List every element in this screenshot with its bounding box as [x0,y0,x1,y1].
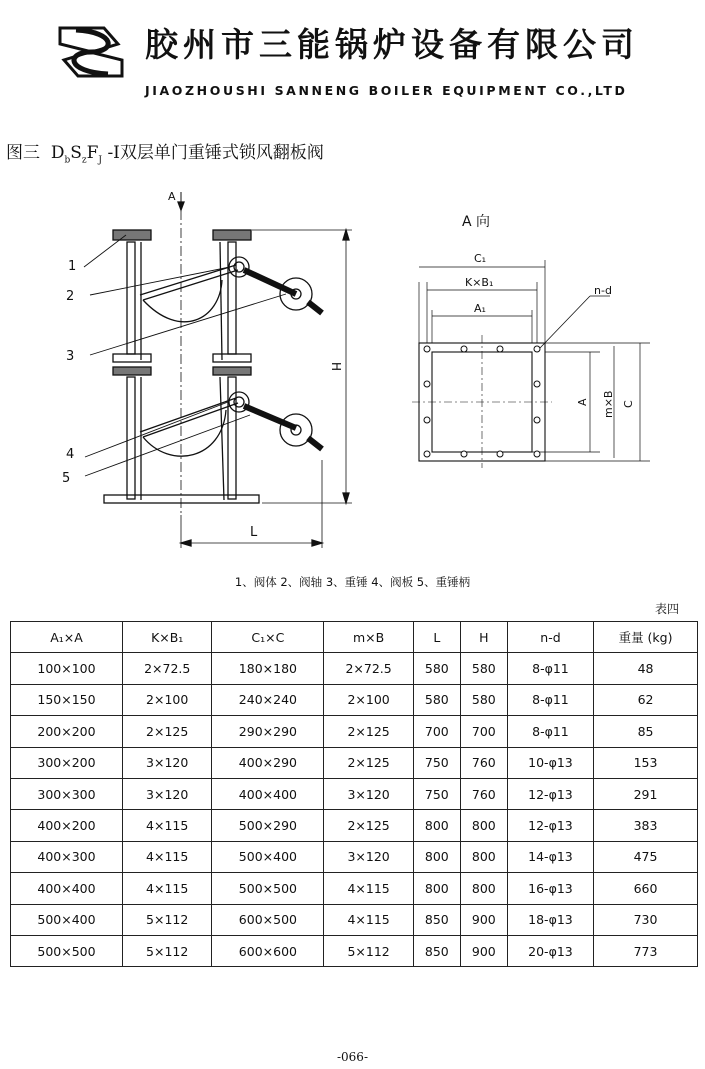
table-cell: 180×180 [212,653,324,684]
table-cell: 62 [594,684,698,715]
table-cell: 8-φ11 [507,653,593,684]
table-tag: 表四 [655,602,680,616]
table-cell: 400×200 [11,810,123,841]
callout-4: 4 [66,447,75,462]
table-cell: 4×115 [324,873,413,904]
dim-h-label: H [329,362,343,372]
header-c1xc: C₁×C [212,622,324,653]
table-cell: 291 [594,778,698,809]
table-cell: 3×120 [324,841,413,872]
table-cell: 14-φ13 [507,841,593,872]
table-cell: 580 [413,653,460,684]
callout-3: 3 [66,349,75,364]
table-cell: 2×125 [324,747,413,778]
table-row [11,904,698,935]
table-cell: 2×125 [123,716,212,747]
table-cell: 4×115 [123,810,212,841]
table-cell: 2×72.5 [123,653,212,684]
table-cell: 5×112 [123,904,212,935]
table-cell: 2×125 [324,716,413,747]
specifications-table [10,621,698,967]
dim-kb1-label: K×B₁ [465,276,494,289]
view-a-label: A 向 [462,214,491,230]
dim-c1-label: C₁ [474,252,487,265]
table-cell: 20-φ13 [507,935,593,966]
table-cell: 500×500 [11,935,123,966]
company-name-cn: 胶州市三能锅炉设备有限公司 [145,25,639,64]
table-cell: 800 [460,841,507,872]
header-mxb: m×B [324,622,413,653]
table-cell: 4×115 [324,904,413,935]
company-name-en: JIAOZHOUSHI SANNENG BOILER EQUIPMENT CO.,LTD [145,83,628,98]
table-cell: 500×400 [11,904,123,935]
table-cell: 85 [594,716,698,747]
callout-2: 2 [66,289,75,304]
table-cell: 750 [413,778,460,809]
table-cell: 400×290 [212,747,324,778]
table-row [11,716,698,747]
parts-legend: 1、阀体 2、阀轴 3、重锤 4、阀板 5、重锤柄 [234,575,471,589]
table-cell: 800 [460,810,507,841]
table-cell: 5×112 [123,935,212,966]
table-cell: 773 [594,935,698,966]
table-cell: 8-φ11 [507,684,593,715]
table-cell: 3×120 [123,778,212,809]
table-cell: 8-φ11 [507,716,593,747]
table-cell: 760 [460,778,507,809]
table-cell: 800 [413,810,460,841]
dim-mb-label: m×B [602,390,615,418]
figure-name: -Ⅰ双层单门重锤式锁风翻板阀 [107,143,324,163]
table-row [11,684,698,715]
dim-c-label: C [622,400,635,408]
table-cell: 300×200 [11,747,123,778]
table-cell: 500×400 [212,841,324,872]
table-row [11,935,698,966]
table-cell: 850 [413,904,460,935]
table-cell: 400×400 [212,778,324,809]
table-cell: 300×300 [11,778,123,809]
table-cell: 800 [413,873,460,904]
table-cell: 750 [413,747,460,778]
table-row [11,747,698,778]
table-cell: 153 [594,747,698,778]
table-cell: 900 [460,904,507,935]
table-cell: 12-φ13 [507,778,593,809]
figure-prefix: 图三 [6,143,40,163]
table-cell: 900 [460,935,507,966]
header-kxb1: K×B₁ [123,622,212,653]
dim-a-label: A [576,398,589,406]
header-h: H [460,622,507,653]
table-cell: 200×200 [11,716,123,747]
table-cell: 580 [460,684,507,715]
company-logo [46,22,136,82]
table-cell: 760 [460,747,507,778]
table-cell: 48 [594,653,698,684]
valve-technical-drawing [0,170,705,570]
page-number: -066- [336,1050,368,1064]
callout-5: 5 [62,471,71,486]
table-cell: 2×72.5 [324,653,413,684]
table-cell: 700 [460,716,507,747]
table-cell: 150×150 [11,684,123,715]
table-cell: 4×115 [123,873,212,904]
table-cell: 240×240 [212,684,324,715]
table-cell: 500×290 [212,810,324,841]
table-cell: 700 [413,716,460,747]
table-row [11,778,698,809]
dim-nd-label: n-d [594,284,612,297]
table-cell: 580 [413,684,460,715]
table-cell: 4×115 [123,841,212,872]
table-cell: 3×120 [324,778,413,809]
table-header-row [11,622,698,653]
table-cell: 475 [594,841,698,872]
table-cell: 16-φ13 [507,873,593,904]
dim-a1-label: A₁ [474,302,486,315]
table-cell: 800 [413,841,460,872]
table-cell: 5×112 [324,935,413,966]
header-l: L [413,622,460,653]
table-cell: 12-φ13 [507,810,593,841]
table-cell: 18-φ13 [507,904,593,935]
table-cell: 2×100 [324,684,413,715]
table-cell: 400×300 [11,841,123,872]
table-row [11,653,698,684]
table-cell: 600×600 [212,935,324,966]
table-cell: 400×400 [11,873,123,904]
table-cell: 2×125 [324,810,413,841]
table-cell: 600×500 [212,904,324,935]
table-row [11,810,698,841]
table-cell: 2×100 [123,684,212,715]
table-cell: 800 [460,873,507,904]
table-cell: 100×100 [11,653,123,684]
header-nd: n-d [507,622,593,653]
header-weight: 重量 (kg) [594,622,698,653]
table-cell: 10-φ13 [507,747,593,778]
figure-title [6,138,324,165]
dim-l-label: L [250,525,258,540]
table-cell: 850 [413,935,460,966]
table-cell: 3×120 [123,747,212,778]
header-a1xa: A₁×A [11,622,123,653]
table-cell: 580 [460,653,507,684]
table-cell: 730 [594,904,698,935]
table-cell: 383 [594,810,698,841]
arrow-a-label: A [168,190,176,203]
model-code: $D_bS_zF_J$ [50,143,103,166]
table-row [11,841,698,872]
table-row [11,873,698,904]
table-cell: 500×500 [212,873,324,904]
callout-1: 1 [68,259,77,274]
table-cell: 290×290 [212,716,324,747]
table-cell: 660 [594,873,698,904]
